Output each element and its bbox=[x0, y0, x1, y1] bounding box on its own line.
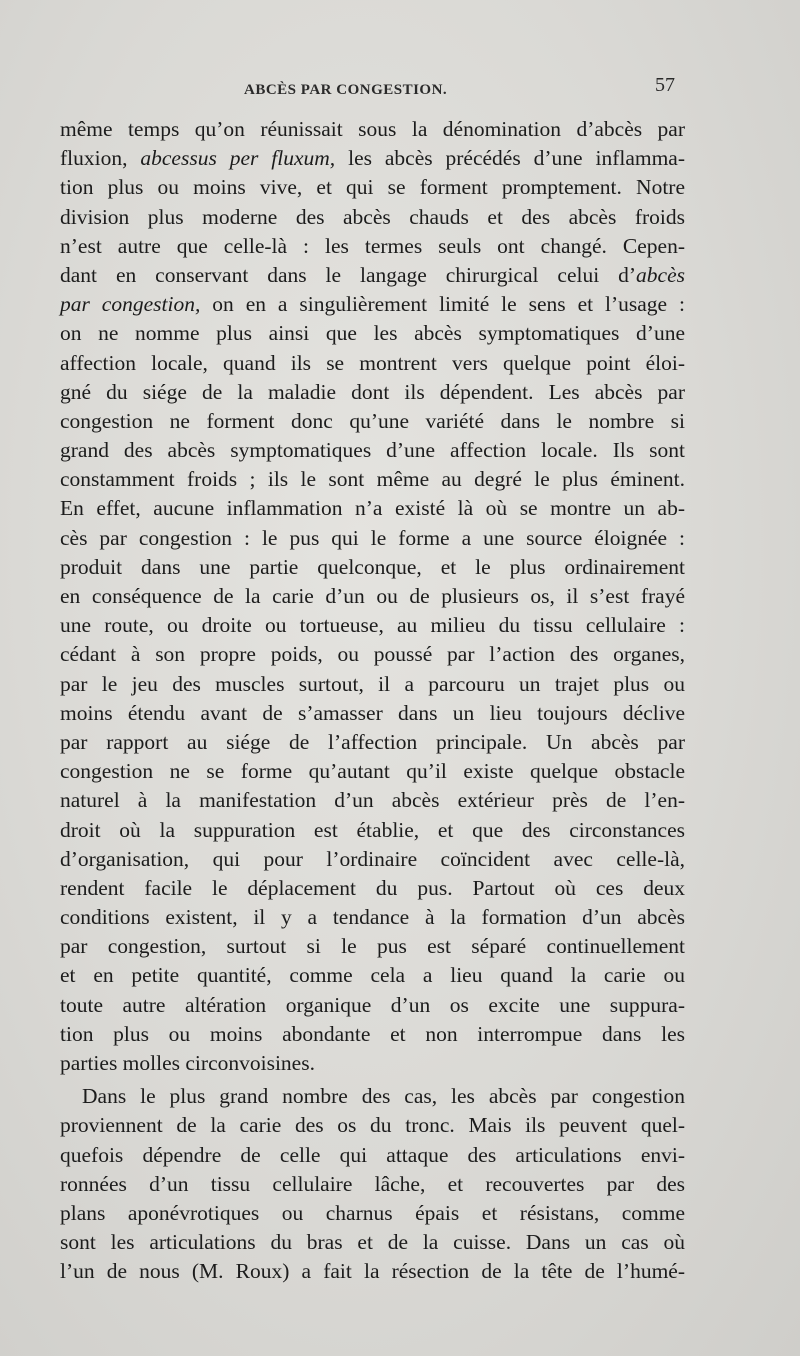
text-line: quefois dépendre de celle qui attaque des articulations envi- bbox=[60, 1142, 685, 1167]
text-line: gné du siége de la maladie dont ils dépendent. Les abcès par bbox=[60, 379, 685, 404]
text-line: cès par congestion : le pus qui le forme a une source éloignée : bbox=[60, 525, 685, 550]
text-line: En effet, aucune inflammation n’a existé là où se montre un ab- bbox=[60, 496, 685, 521]
text-line: affection locale, quand ils se montrent vers quelque point éloi- bbox=[60, 350, 685, 375]
text-line: toute autre altération organique d’un os excite une suppura- bbox=[60, 992, 685, 1017]
text-span: on en a singulièrement limité le sens et l’usage : bbox=[212, 292, 685, 317]
text-line: congestion ne se forme qu’autant qu’il existe quelque obstacle bbox=[60, 759, 685, 784]
page-number: 57 bbox=[655, 74, 675, 96]
text-line bbox=[60, 144, 685, 173]
text-line: conditions existent, il y a tendance à la formation d’un abcès bbox=[60, 905, 685, 930]
text-span: dant en conservant dans le langage chirurgical celui d’ bbox=[60, 262, 637, 287]
text-line: droit où la suppuration est établie, et que des circonstances bbox=[60, 817, 685, 842]
text-line: on ne nomme plus ainsi que les abcès symptomatiques d’une bbox=[60, 321, 685, 346]
text-line: par le jeu des muscles surtout, il a parcouru un trajet plus ou bbox=[60, 671, 685, 696]
text-line: moins étendu avant de s’amasser dans un lieu toujours déclive bbox=[60, 700, 685, 725]
running-title: ABCÈS PAR CONGESTION. bbox=[244, 82, 448, 98]
text-line: n’est autre que celle-là : les termes seuls ont changé. Cepen- bbox=[60, 233, 685, 258]
text-line: l’un de nous (M. Roux) a fait la résection de la tête de l’humé- bbox=[60, 1259, 685, 1284]
text-line: même temps qu’on réunissait sous la dénomination d’abcès par bbox=[60, 117, 685, 141]
text-line bbox=[60, 290, 685, 319]
text-line: plans aponévrotiques ou charnus épais et résistans, comme bbox=[60, 1200, 685, 1225]
text-line: par congestion, surtout si le pus est séparé continuellement bbox=[60, 934, 685, 959]
text-line: d’organisation, qui pour l’ordinaire coïncident avec celle-là, bbox=[60, 846, 685, 871]
italic-phrase: abcès bbox=[636, 262, 685, 287]
text-line: naturel à la manifestation d’un abcès extérieur près de l’en- bbox=[60, 788, 685, 813]
italic-phrase: par congestion, bbox=[60, 292, 201, 317]
text-line: produit dans une partie quelconque, et le plus ordinairement bbox=[60, 554, 685, 579]
text-line: tion plus ou moins abondante et non interrompue dans les bbox=[60, 1021, 685, 1046]
text-line: cédant à son propre poids, ou poussé par l’action des organes, bbox=[60, 642, 685, 667]
text-line: constamment froids ; ils le sont même au degré le plus éminent. bbox=[60, 467, 685, 492]
text-line: et en petite quantité, comme cela a lieu quand la carie ou bbox=[60, 963, 685, 988]
text-span: fluxion, bbox=[60, 146, 128, 171]
text-line: sont les articulations du bras et de la cuisse. Dans un cas où bbox=[60, 1230, 685, 1255]
text-line: tion plus ou moins vive, et qui se forment promptement. Notre bbox=[60, 175, 685, 200]
text-line: par rapport au siége de l’affection principale. Un abcès par bbox=[60, 729, 685, 754]
text-line: proviennent de la carie des os du tronc. Mais ils peuvent quel- bbox=[60, 1113, 685, 1138]
text-line: congestion ne forment donc qu’une variété dans le nombre si bbox=[60, 408, 685, 433]
text-line: division plus moderne des abcès chauds et des abcès froids bbox=[60, 204, 685, 229]
text-line: parties molles circonvoisines. bbox=[60, 1051, 315, 1075]
italic-phrase: abcessus per fluxum, bbox=[140, 146, 336, 171]
text-line: une route, ou droite ou tortueuse, au milieu du tissu cellulaire : bbox=[60, 613, 685, 638]
text-line: ronnées d’un tissu cellulaire lâche, et recouvertes par des bbox=[60, 1171, 685, 1196]
body-text bbox=[60, 115, 685, 1287]
text-line: Dans le plus grand nombre des cas, les abcès par congestion bbox=[82, 1084, 685, 1109]
text-span: les abcès précédés d’une inflamma- bbox=[348, 146, 686, 171]
text-line: en conséquence de la carie d’un ou de plusieurs os, il s’est frayé bbox=[60, 584, 685, 608]
text-line bbox=[60, 261, 685, 290]
text-line: rendent facile le déplacement du pus. Partout où ces deux bbox=[60, 875, 685, 900]
text-line: grand des abcès symptomatiques d’une affection locale. Ils sont bbox=[60, 438, 685, 463]
